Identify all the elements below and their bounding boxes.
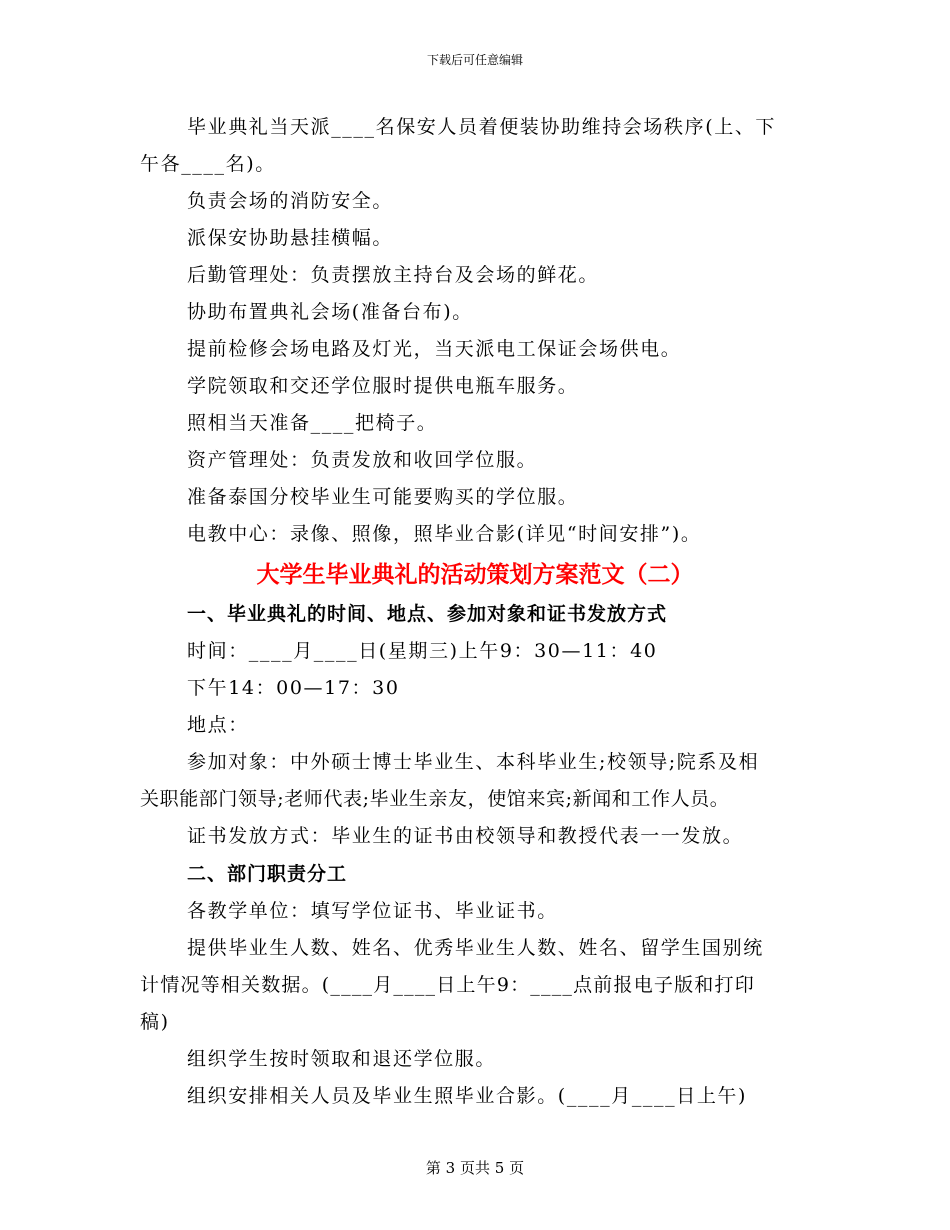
paragraph-line: 资产管理处：负责发放和收回学位服。: [187, 449, 538, 471]
paragraph-line: 计情况等相关数据。(____月____日上午9：____点前报电子版和打印: [140, 974, 755, 996]
paragraph-line: 各教学单位：填写学位证书、毕业证书。: [187, 900, 558, 922]
section-title: 大学生毕业典礼的活动策划方案范文（二）: [256, 561, 694, 588]
paragraph-line: 提供毕业生人数、姓名、优秀毕业生人数、姓名、留学生国别统: [187, 937, 764, 959]
paragraph-line: 照相当天准备____把椅子。: [187, 412, 438, 434]
paragraph-line: 午各____名)。: [140, 153, 276, 175]
paragraph-line: 毕业典礼当天派____名保安人员着便装协助维持会场秩序(上、下: [187, 116, 777, 138]
paragraph-line: 准备泰国分校毕业生可能要购买的学位服。: [187, 486, 579, 508]
paragraph-line: 负责会场的消防安全。: [187, 190, 394, 212]
paragraph-line: 组织学生按时领取和退还学位服。: [187, 1048, 497, 1070]
paragraph-line: 证书发放方式：毕业生的证书由校领导和教授代表一一发放。: [187, 825, 744, 847]
paragraph-line: 关职能部门领导;老师代表;毕业生亲友，使馆来宾;新闻和工作人员。: [140, 788, 730, 810]
page-header: 下载后可任意编辑: [426, 53, 523, 67]
paragraph-line: 协助布置典礼会场(准备台布)。: [187, 301, 473, 323]
section-heading: 二、部门职责分工: [187, 863, 348, 885]
paragraph-line: 稿): [140, 1011, 170, 1033]
section-heading: 一、毕业典礼的时间、地点、参加对象和证书发放方式: [187, 603, 668, 625]
paragraph-line: 时间：____月____日(星期三)上午9：30—11：40: [187, 640, 658, 662]
paragraph-line: 电教中心：录像、照像，照毕业合影(详见“时间安排”)。: [187, 523, 702, 545]
paragraph-line: 学院领取和交还学位服时提供电瓶车服务。: [187, 375, 579, 397]
paragraph-line: 提前检修会场电路及灯光，当天派电工保证会场供电。: [187, 338, 682, 360]
paragraph-line: 参加对象：中外硕士博士毕业生、本科毕业生;校领导;院系及相: [187, 751, 760, 773]
paragraph-line: 派保安协助悬挂横幅。: [187, 227, 394, 249]
page-footer: 第 3 页共 5 页: [425, 1159, 525, 1177]
paragraph-line: 组织安排相关人员及毕业生照毕业合影。(____月____日上午): [187, 1085, 748, 1107]
paragraph-line: 地点：: [187, 714, 249, 736]
paragraph-line: 下午14：00—17：30: [187, 677, 400, 699]
paragraph-line: 后勤管理处：负责摆放主持台及会场的鲜花。: [187, 264, 600, 286]
